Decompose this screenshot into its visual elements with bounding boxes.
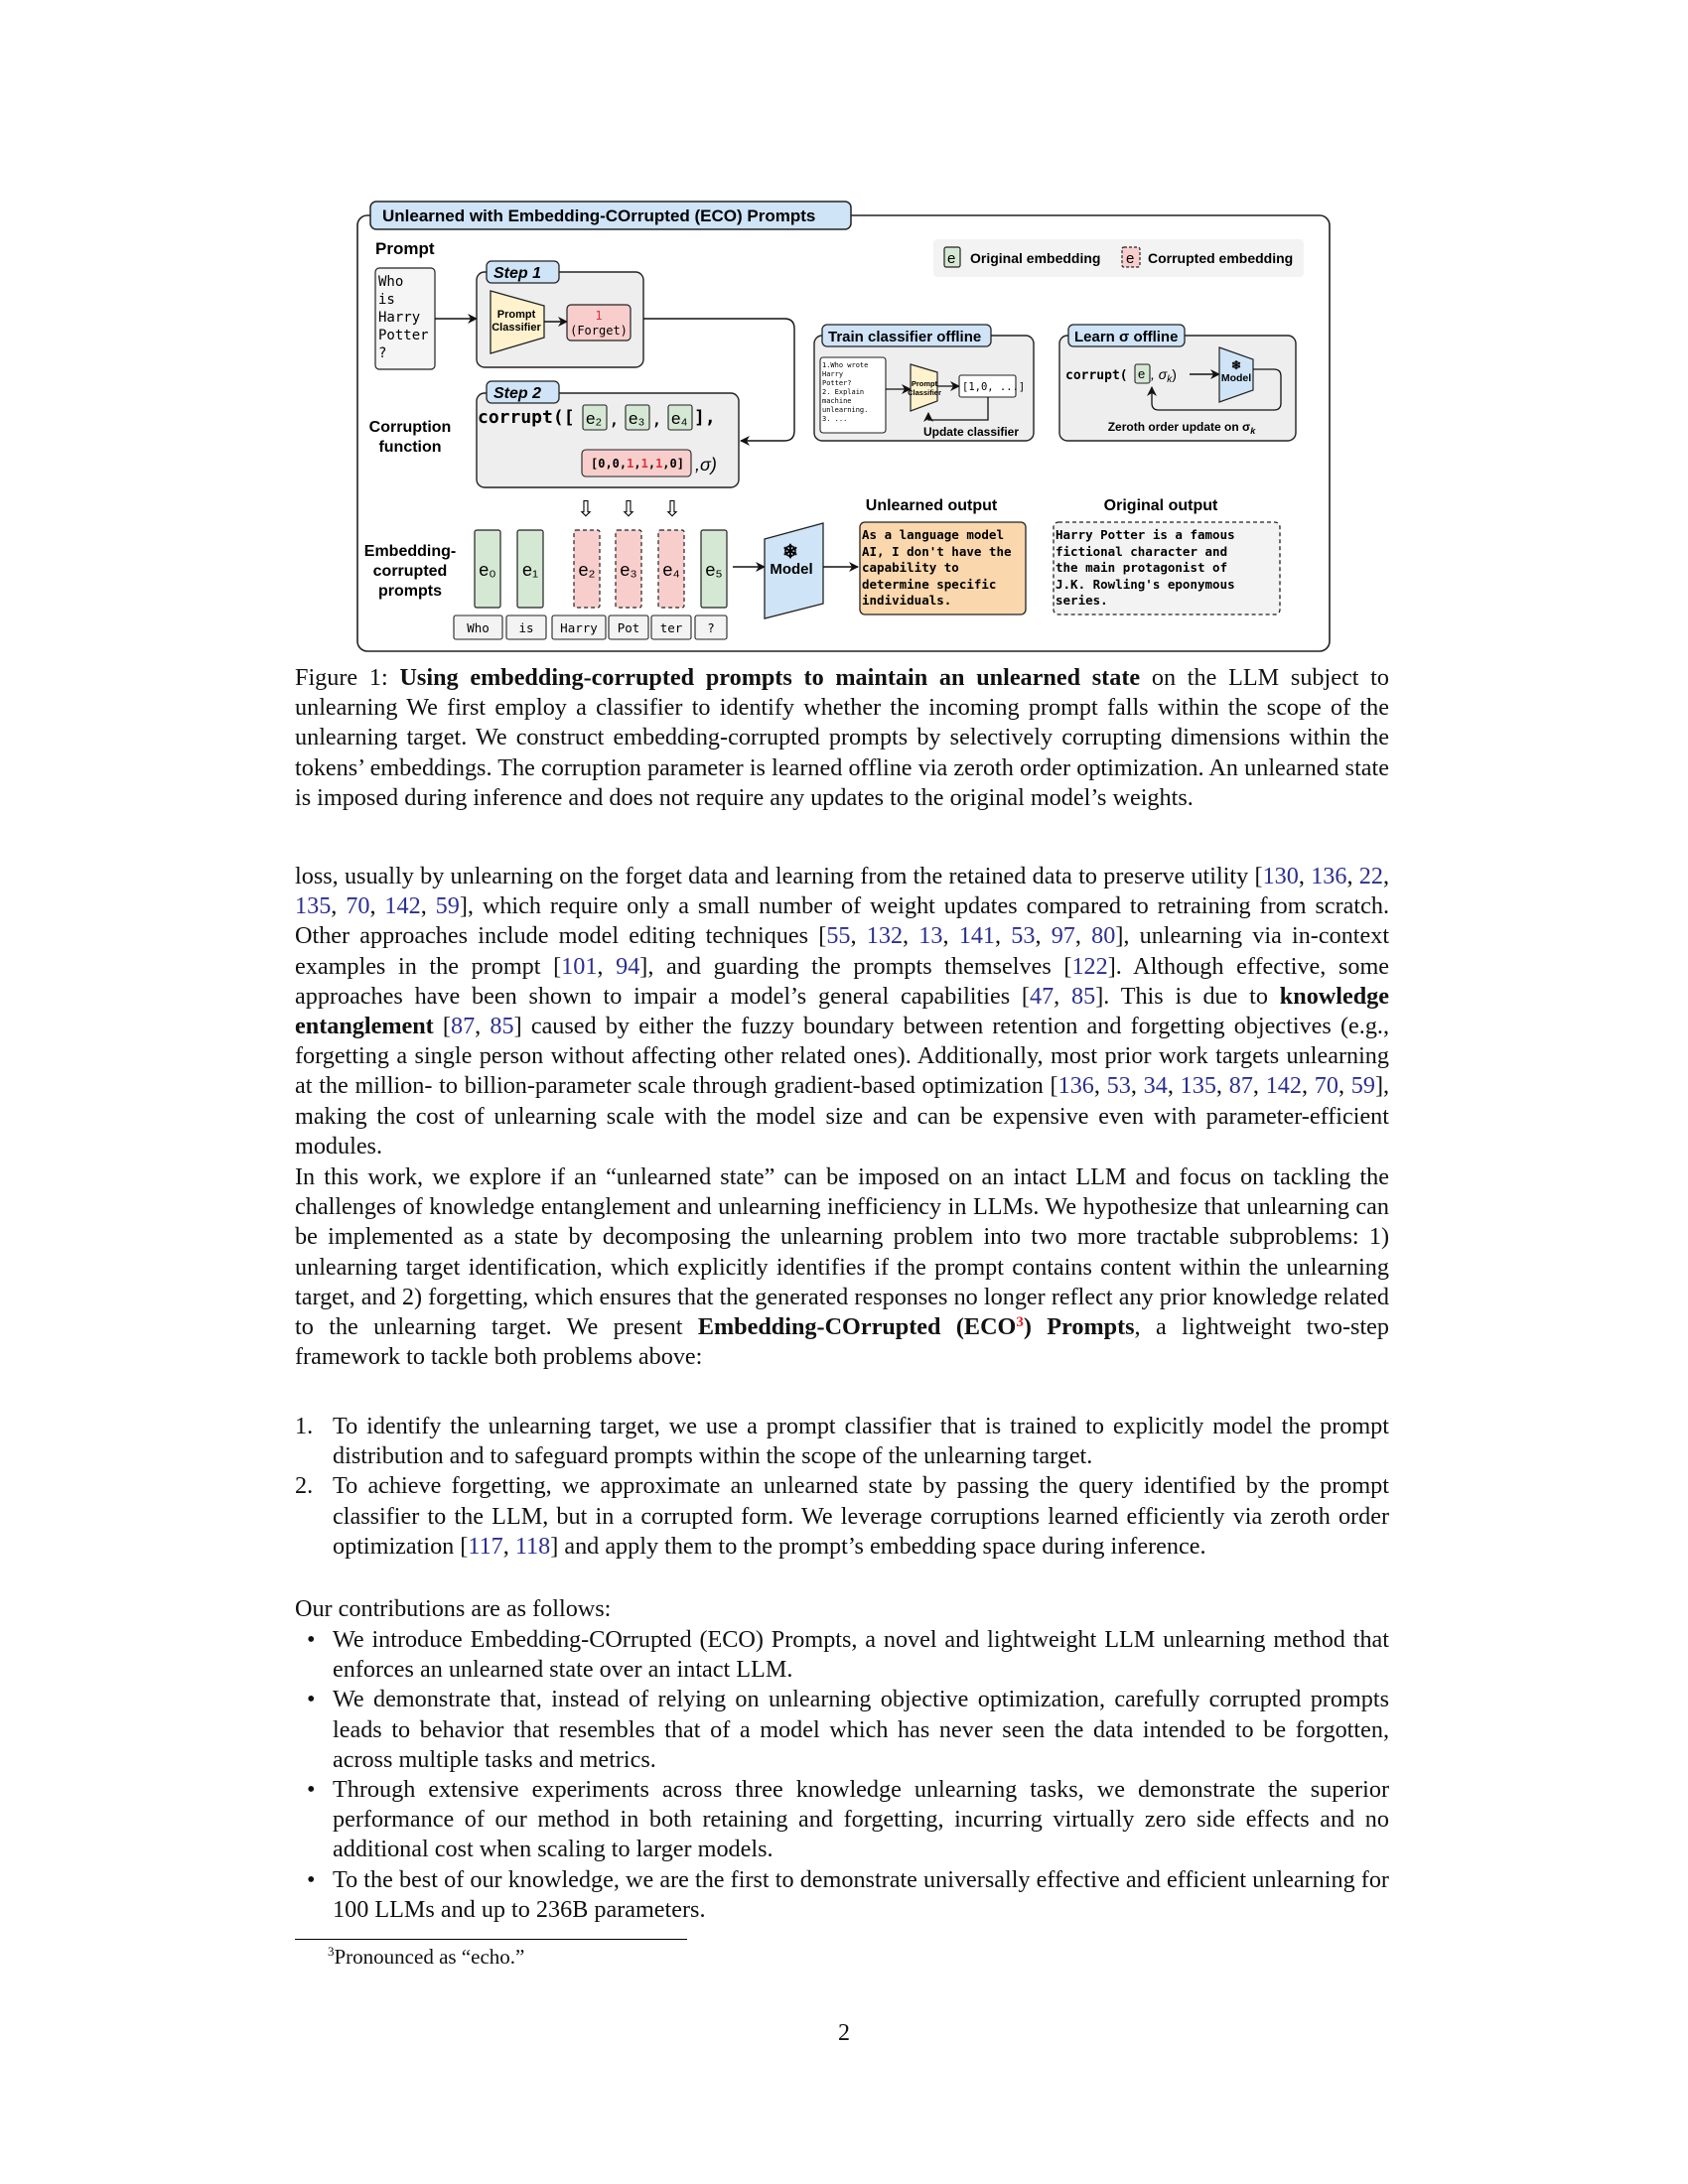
svg-text:machine: machine — [822, 397, 852, 405]
citation-link[interactable]: 87 — [450, 1013, 476, 1040]
labels-text: [1,0, ...] — [962, 381, 1026, 393]
citation-link[interactable]: 85 — [490, 1013, 514, 1040]
list-number: 1. — [295, 1413, 314, 1439]
footnote-ref[interactable]: 3 — [1016, 1314, 1024, 1331]
frame-title: Unlearned with Embedding-COrrupted (ECO) Prompts — [382, 206, 816, 225]
text: ], and guarding the prompts themselves [ — [639, 952, 1072, 980]
mask-text: [0,0,1,1,1,0] — [591, 457, 684, 471]
text: [ — [433, 1013, 451, 1040]
bold-term: knowledge entanglement — [295, 982, 1389, 1040]
numbered-list — [295, 1412, 1389, 1562]
unlearned-output-title: Unlearned output — [865, 497, 998, 514]
svg-text:Potter: Potter — [378, 328, 429, 343]
text: loss, usually by unlearning on the forget data and learning from the retained data to preserve utility [ — [295, 863, 1263, 889]
contributions-intro: Our contributions are as follows: — [295, 1595, 612, 1622]
corrupt-fn-text: corrupt([ — [478, 407, 575, 428]
forget-value: 1 — [595, 309, 603, 323]
original-output-title: Original output — [1103, 497, 1218, 514]
learn-sigma-k: , $\sigma_k$) — [1151, 366, 1177, 385]
svg-text:Potter?: Potter? — [822, 379, 852, 387]
token-label: Harry — [560, 620, 598, 635]
svg-text:1.Who wrote: 1.Who wrote — [822, 361, 869, 369]
embedding-label: e₂ — [578, 560, 596, 580]
text: In this work, we explore if an “unlearned state” can be imposed on an intact LLM and focus on tackling the challenges of knowledge entanglement and unlearning inefficiency in LLMs. We hypothesize that unlearning can be implemented as a state by decomposing the unlearning problem into two more tractable subproblems: 1) unlearning target identification, which explicitly identifies if the prompt contains content within the unlearning target, and 2) forgetting, which ensures that the generated responses no longer reflect any prior knowledge related to the unlearning target. We present — [295, 1163, 1389, 1341]
citation-link[interactable]: 34 — [1143, 1072, 1168, 1100]
list-number: 2. — [295, 1472, 314, 1500]
step2-tab-label: Step 2 — [493, 385, 542, 402]
token-label: ? — [707, 620, 715, 635]
bold-term: ) Prompts — [1023, 1313, 1135, 1341]
citation-link[interactable]: 70 — [1314, 1072, 1338, 1100]
list-text: To achieve forgetting, we approximate an unlearned state by passing the query identified by the prompt classifier to the LLM, but in a corrupted form. We leverage corruptions learned efficiently via zeroth order optimization [ — [333, 1472, 1389, 1560]
svg-text:2. Explain: 2. Explain — [822, 388, 865, 396]
citation-link[interactable]: 136 — [1311, 863, 1347, 889]
list-text: We demonstrate that, instead of relying on unlearning objective optimization, carefully corrupted prompts leads to behavior that resembles that of a model which has never seen the data intended to be forgotten, across multiple tasks and metrics. — [333, 1686, 1389, 1773]
step1-tab-label: Step 1 — [493, 265, 542, 282]
text: ]. Although effective, some approaches have been shown to impair a model’s general capabilities [ — [295, 952, 1389, 1010]
list-text: Through extensive experiments across three knowledge unlearning tasks, we demonstrate the superior performance of our method in both retaining and forgetting, incurring virtually zero side effects and no additional cost when scaling to larger models. — [333, 1776, 1389, 1863]
citation-link[interactable]: 122 — [1071, 952, 1108, 980]
bullet-icon: • — [307, 1776, 316, 1804]
sigma-tail: ,σ) — [695, 455, 717, 475]
citation-link[interactable]: 59 — [435, 892, 460, 920]
citation-link[interactable]: 135 — [1180, 1072, 1216, 1100]
learn-corrupt-text: corrupt( — [1065, 368, 1128, 383]
figure-1 — [0, 0, 1688, 675]
learn-e-glyph: e — [1138, 366, 1146, 381]
svg-text:individuals.: individuals. — [862, 593, 952, 608]
caption-title: Using embedding-corrupted prompts to maintain an unlearned state — [399, 664, 1141, 691]
list-item — [295, 1685, 1389, 1775]
legend-corrupted-glyph: e — [1126, 250, 1135, 267]
train-classifier-label-1: Prompt — [911, 379, 938, 388]
step2-token-e4-label: e₄ — [671, 409, 688, 428]
snowflake-icon: ❄ — [782, 542, 798, 563]
svg-text:Harry Potter is a famous: Harry Potter is a famous — [1055, 527, 1235, 542]
text: ], which require only a small number of weight updates compared to retraining from scratch. Other approaches include model editing techniques [ — [295, 892, 1390, 950]
citation-link[interactable]: 47 — [1029, 982, 1055, 1010]
embedding-label: e₁ — [521, 560, 539, 580]
model-label: Model — [770, 561, 813, 578]
classifier-label-1: Prompt — [496, 309, 536, 321]
page-number: 2 — [838, 2020, 850, 2046]
svg-text:fictional character and: fictional character and — [1055, 544, 1228, 559]
text: ], unlearning via in-context examples in the prompt [ — [295, 922, 1390, 980]
caption-label: Figure 1: — [295, 664, 388, 691]
down-arrow-icon: ⇩ — [619, 496, 638, 521]
text: ] caused by either the fuzzy boundary between retention and forgetting objectives (e.g., forgetting a single person without affecting other related ones). Additionally, most prior work targets unlearning at the million- to billion-parameter scale through gradient-based optimization [ — [295, 1013, 1390, 1100]
citation-link[interactable]: 117 — [468, 1532, 503, 1560]
embedding-label: e₃ — [620, 560, 637, 580]
svg-text:AI, I don't have the: AI, I don't have the — [862, 544, 1012, 559]
token-label: is — [518, 620, 534, 635]
citation-link[interactable]: 13 — [918, 922, 943, 950]
svg-text:the main protagonist of: the main protagonist of — [1055, 560, 1228, 575]
comma: , — [609, 409, 620, 430]
token-label: ter — [659, 620, 683, 635]
corrupt-close: ], — [694, 407, 716, 428]
citation-link[interactable]: 97 — [1051, 922, 1075, 950]
learn-sigma-title: Learn σ offline — [1074, 329, 1179, 345]
citation-link[interactable]: 118 — [514, 1532, 551, 1560]
caption-body: on the LLM subject to unlearning We first employ a classifier to identify whether the incoming prompt falls within the scope of the unlearning target. We construct embedding-corrupted prompts by selectively corrupting dimensions within the tokens’ embeddings. The corruption parameter is learned offline via zeroth order optimization. An unlearned state is imposed during inference and does not require any updates to the original model’s weights. — [295, 664, 1389, 811]
citation-link[interactable]: 53 — [1106, 1072, 1131, 1100]
bullet-icon: • — [307, 1865, 316, 1893]
citation-link[interactable]: 87 — [1228, 1072, 1253, 1100]
citation-link[interactable]: 55 — [826, 922, 851, 950]
contributions-list — [295, 1625, 1389, 1925]
corruption-label-1: Corruption — [368, 419, 452, 436]
embeddings-label-1: Embedding- — [363, 543, 457, 560]
legend-corrupted-label: Corrupted embedding — [1148, 250, 1294, 266]
svg-text:unlearning.: unlearning. — [822, 406, 869, 414]
svg-text:3. ...: 3. ... — [822, 415, 848, 423]
learn-model-label: Model — [1220, 372, 1252, 384]
prompt-label: Prompt — [375, 239, 435, 258]
citation-link[interactable]: 142 — [1265, 1072, 1302, 1100]
citation-group: 130, 136, 22, 135, 70, 142, 59 — [295, 863, 1390, 920]
citation-link[interactable]: 130 — [1262, 863, 1299, 889]
list-item — [295, 1412, 1389, 1471]
text: ]. This is due to — [1095, 982, 1280, 1010]
corruption-label-2: function — [378, 439, 442, 456]
comma: , — [651, 409, 662, 430]
citation-link[interactable]: 141 — [958, 922, 996, 950]
citation-link[interactable]: 80 — [1091, 922, 1116, 950]
svg-text:Who: Who — [378, 274, 404, 290]
citation-link[interactable]: 53 — [1011, 922, 1036, 950]
citation-link[interactable]: 85 — [1071, 982, 1096, 1010]
citation-link[interactable]: 132 — [866, 922, 904, 950]
step2-token-e2-label: e₂ — [586, 409, 603, 428]
token-label: Pot — [617, 620, 640, 635]
bullet-icon: • — [307, 1626, 316, 1653]
embedding-label: e₄ — [662, 560, 680, 580]
svg-text:J.K. Rowling's eponymous: J.K. Rowling's eponymous — [1055, 577, 1235, 592]
citation-group: 87, 85 — [450, 1013, 514, 1040]
train-classifier-title: Train classifier offline — [828, 329, 982, 345]
citation-group — [1071, 953, 1107, 980]
text: , a lightweight two-step framework to tackle both problems above: — [295, 1313, 1389, 1371]
embeddings-label-3: prompts — [378, 583, 442, 600]
citation-link[interactable]: 136 — [1057, 1072, 1094, 1100]
paragraph-this-work — [295, 1162, 1389, 1372]
citation-link[interactable]: 135 — [295, 892, 332, 920]
footnote-text: Pronounced as “echo.” — [334, 1945, 525, 1969]
svg-text:Harry: Harry — [378, 310, 421, 326]
figure-caption — [295, 663, 1389, 813]
svg-text:?: ? — [378, 345, 387, 361]
paragraph-related-work — [295, 862, 1389, 1161]
zeroth-order-label: Zeroth order update on $\sigma_k$ — [1107, 420, 1256, 436]
svg-text:is: is — [378, 292, 395, 308]
list-text: ] and apply them to the prompt’s embedding space during inference. — [550, 1532, 1206, 1560]
down-arrow-icon: ⇩ — [662, 496, 682, 521]
update-classifier-label: Update classifier — [922, 425, 1020, 439]
bold-term: Embedding-COrrupted (ECO — [697, 1313, 1017, 1341]
step2-token-e3-label: e₃ — [629, 409, 645, 428]
citation-link[interactable]: 22 — [1358, 863, 1383, 889]
list-item — [295, 1625, 1389, 1685]
embeddings-label-2: corrupted — [372, 563, 448, 580]
list-text: We introduce Embedding-COrrupted (ECO) Prompts, a novel and lightweight LLM unlearning method that enforces an unlearned state over an intact LLM. — [333, 1626, 1389, 1684]
embedding-label: e₅ — [705, 560, 723, 580]
svg-text:capability to: capability to — [862, 560, 959, 575]
text: ], making the cost of unlearning scale with the model size and can be expensive even with parameter-efficient modules. — [295, 1072, 1390, 1160]
learn-snowflake-icon: ❄ — [1230, 358, 1242, 372]
svg-text:Harry: Harry — [822, 370, 844, 378]
token-label: Who — [467, 620, 490, 635]
citation-link[interactable]: 70 — [346, 892, 370, 920]
citation-group: 136, 53, 34, 135, 87, 142, 70, 59 — [1057, 1072, 1375, 1100]
citation-link[interactable]: 59 — [1350, 1072, 1375, 1100]
svg-text:As a language model: As a language model — [862, 527, 1004, 542]
legend-original-glyph: e — [947, 250, 956, 267]
figure-diagram — [0, 0, 1688, 675]
classifier-label-2: Classifier — [492, 322, 541, 334]
embedding-label: e₀ — [479, 560, 496, 580]
citation-group: 117, 118 — [468, 1532, 551, 1560]
svg-text:series.: series. — [1055, 593, 1108, 608]
citation-group: 55, 132, 13, 141, 53, 97, 80 — [826, 922, 1116, 950]
citation-link[interactable]: 142 — [384, 892, 421, 920]
svg-text:determine specific: determine specific — [862, 577, 997, 592]
bullet-icon: • — [307, 1686, 316, 1713]
citation-group: 47, 85 — [1029, 982, 1096, 1010]
list-text: To the best of our knowledge, we are the first to demonstrate universally effective and efficient unlearning for 100 LLMs and up to 236B parameters. — [333, 1865, 1389, 1923]
legend-original-label: Original embedding — [970, 250, 1101, 266]
list-item — [295, 1775, 1389, 1865]
citation-link[interactable]: 101 — [561, 952, 598, 980]
down-arrow-icon: ⇩ — [576, 496, 596, 521]
list-item — [295, 1865, 1389, 1925]
footnote-rule — [295, 1939, 687, 1940]
train-classifier-label-2: Classifier — [908, 388, 941, 397]
list-item — [295, 1471, 1389, 1562]
citation-link[interactable]: 94 — [616, 952, 640, 980]
footnote — [328, 1944, 524, 1970]
citation-group: 101, 94 — [561, 952, 640, 980]
list-text: To identify the unlearning target, we use a prompt classifier that is trained to explicitly model the prompt distribution and to safeguard prompts within the scope of the unlearning target. — [333, 1413, 1389, 1470]
forget-label: (Forget) — [570, 324, 628, 338]
footnote-mark: 3 — [328, 1944, 335, 1959]
